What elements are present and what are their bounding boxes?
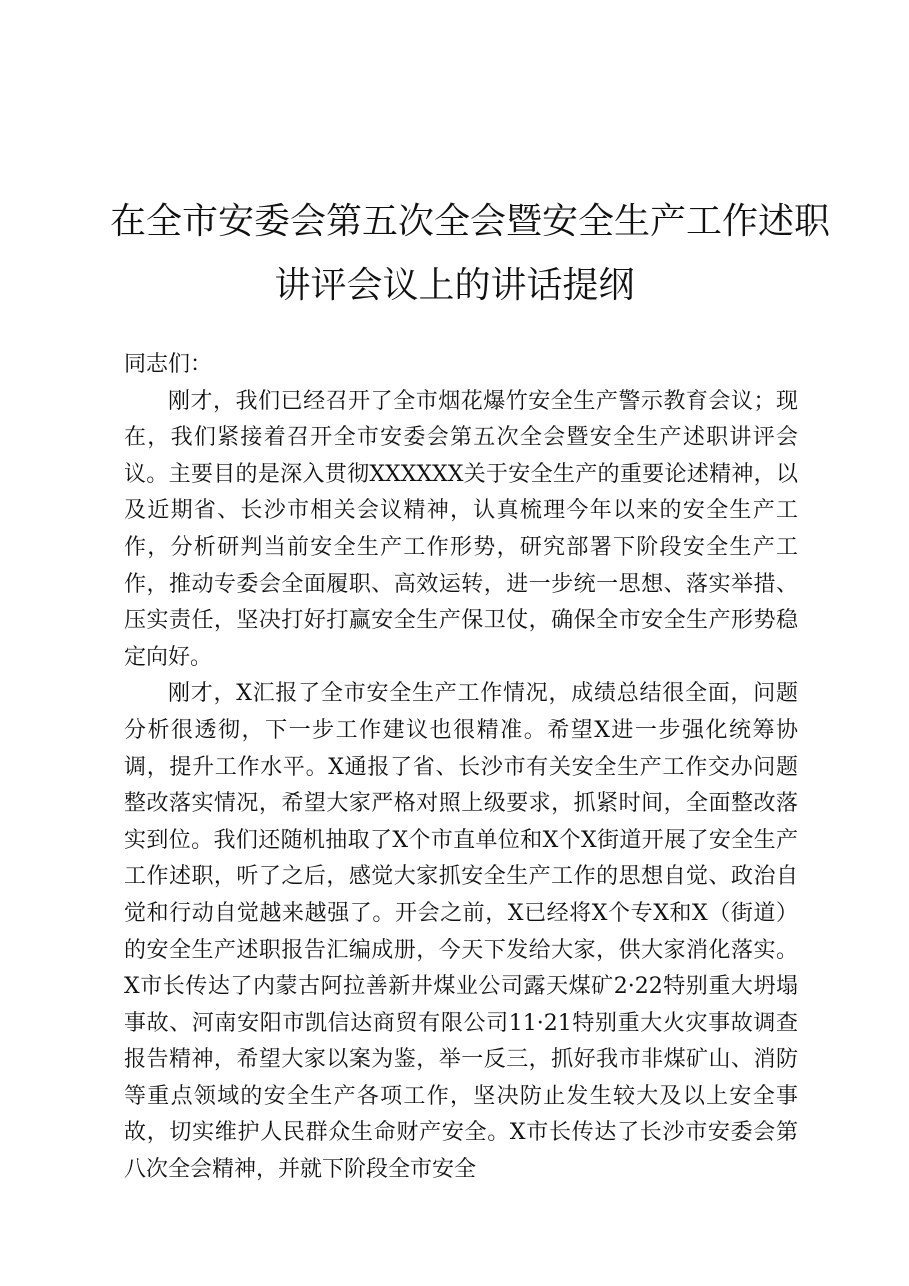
greeting: 同志们： [124,352,213,377]
document-title [110,190,831,318]
paragraph-2: 刚才，X汇报了全市安全生产工作情况，成绩总结很全面，问题分析很透彻，下一步工作建议也很精准。希望X进一步强化统筹协调，提升工作水平。X通报了省、长沙市有关安全生产工作交办问题整改落实情况，希望大家严格对照上级要求，抓紧时间，全面整改落实到位。我们还随机抽取了X个市直单位和X个X街道开展了安全生产工作述职，听了之后，感觉大家抓安全生产工作的思想自觉、政治自觉和行动自觉越来越强了。开会之前，X已经将X个专X和X（街道）的安全生产述职报告汇编成册，今天下发给大家，供大家消化落实。X市长传达了内蒙古阿拉善新井煤业公司露天煤矿2·22特别重大坍塌事故、河南安阳市凯信达商贸有限公司11·21特别重大火灾事故调查报告精神，希望大家以案为鉴，举一反三，抓好我市非煤矿山、消防等重点领域的安全生产各项工作，坚决防止发生较大及以上安全事故，切实维护人民群众生命财产安全。X市长传达了长沙市安委会第八次全会精神，并就下阶段全市安全 [124,681,798,1183]
paragraph-1: 刚才，我们已经召开了全市烟花爆竹安全生产警示教育会议；现在，我们紧接着召开全市安委会第五次全会暨安全生产述职讲评会议。主要目的是深入贯彻XXXXXX关于安全生产的重要论述精神，以及近期省、长沙市相关会议精神，认真梳理今年以来的安全生产工作，分析研判当前安全生产工作形势，研究部署下阶段安全生产工作，推动专委会全面履职、高效运转，进一步统一思想、落实举措、压实责任，坚决打好打赢安全生产保卫仗，确保全市安全生产形势稳定向好。 [124,388,798,670]
title-line-1: 在全市安委会第五次全会暨安全生产工作述职 [110,201,831,242]
title-line-2: 讲评会议上的讲话提纲 [274,265,635,306]
document-body [124,347,798,1189]
